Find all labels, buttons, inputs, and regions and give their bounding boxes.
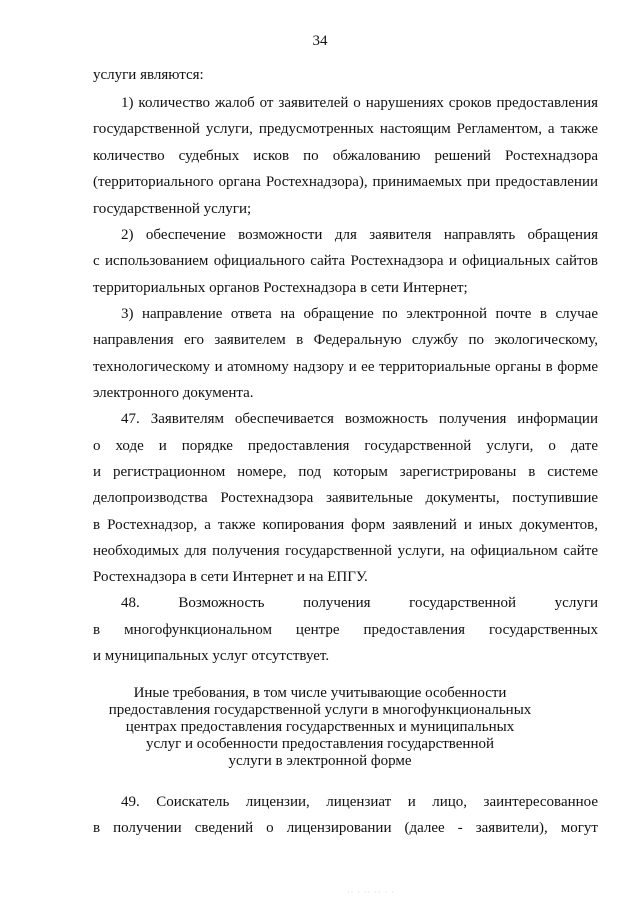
heading-line: услуг и особенности предоставления государственной bbox=[145, 736, 495, 752]
page-number: 34 bbox=[312, 33, 328, 49]
heading-line: предоставления государственной услуги в многофункциональных bbox=[108, 702, 532, 718]
paragraph-line: государственной услуги, предусмотренных настоящим Регламентом, а также bbox=[93, 121, 598, 137]
paragraph-line: услуги являются: bbox=[93, 67, 204, 83]
paragraph-line: делопроизводства Ростехнадзора заявительные документы, поступившие bbox=[93, 490, 598, 506]
paragraph-line: в многофункциональном центре предоставления государственных bbox=[93, 622, 598, 638]
paragraph-line: с использованием официального сайта Ростехнадзора и официальных сайтов bbox=[93, 253, 598, 269]
paragraph-line: о ходе и порядке предоставления государственной услуги, о дате bbox=[93, 438, 598, 454]
heading-line: услуги в электронной форме bbox=[228, 753, 412, 769]
paragraph-line: государственной услуги; bbox=[93, 201, 252, 217]
paragraph-line: электронного документа. bbox=[93, 385, 254, 401]
paragraph-line: 49. Соискатель лицензии, лицензиат и лицо, заинтересованное bbox=[121, 794, 598, 810]
paragraph-line: в Ростехнадзор, а также копирования форм заявлений и иных документов, bbox=[93, 517, 598, 533]
paragraph-line: Ростехнадзора в сети Интернет и на ЕПГУ. bbox=[93, 569, 368, 585]
paragraph-line: 3) направление ответа на обращение по электронной почте в случае bbox=[121, 306, 598, 322]
paragraph-line: и муниципальных услуг отсутствует. bbox=[93, 648, 330, 664]
scan-artifact: ·· · ·· ·· · · bbox=[347, 888, 395, 897]
paragraph-line: технологическому и атомному надзору и ее территориальные органы в форме bbox=[93, 359, 598, 375]
paragraph-line: направления его заявителем в Федеральную службу по экологическому, bbox=[93, 332, 598, 348]
paragraph-line: 48. Возможность получения государственной услуги bbox=[121, 595, 598, 611]
paragraph-line: 1) количество жалоб от заявителей о нарушениях сроков предоставления bbox=[121, 95, 598, 111]
paragraph-line: 47. Заявителям обеспечивается возможность получения информации bbox=[121, 411, 598, 427]
heading-line: Иные требования, в том числе учитывающие особенности bbox=[133, 685, 507, 701]
paragraph-line: территориальных органов Ростехнадзора в сети Интернет; bbox=[93, 280, 468, 296]
paragraph-line: 2) обеспечение возможности для заявителя направлять обращения bbox=[121, 227, 598, 243]
heading-line: центрах предоставления государственных и муниципальных bbox=[125, 719, 515, 735]
paragraph-line: (территориального органа Ростехнадзора), принимаемых при предоставлении bbox=[93, 174, 598, 190]
paragraph-line: и регистрационном номере, под которым зарегистрированы в системе bbox=[93, 464, 598, 480]
paragraph-line: необходимых для получения государственной услуги, на официальном сайте bbox=[93, 543, 598, 559]
paragraph-line: количество судебных исков по обжалованию решений Ростехнадзора bbox=[93, 148, 598, 164]
paragraph-line: в получении сведений о лицензировании (далее - заявители), могут bbox=[93, 820, 598, 836]
